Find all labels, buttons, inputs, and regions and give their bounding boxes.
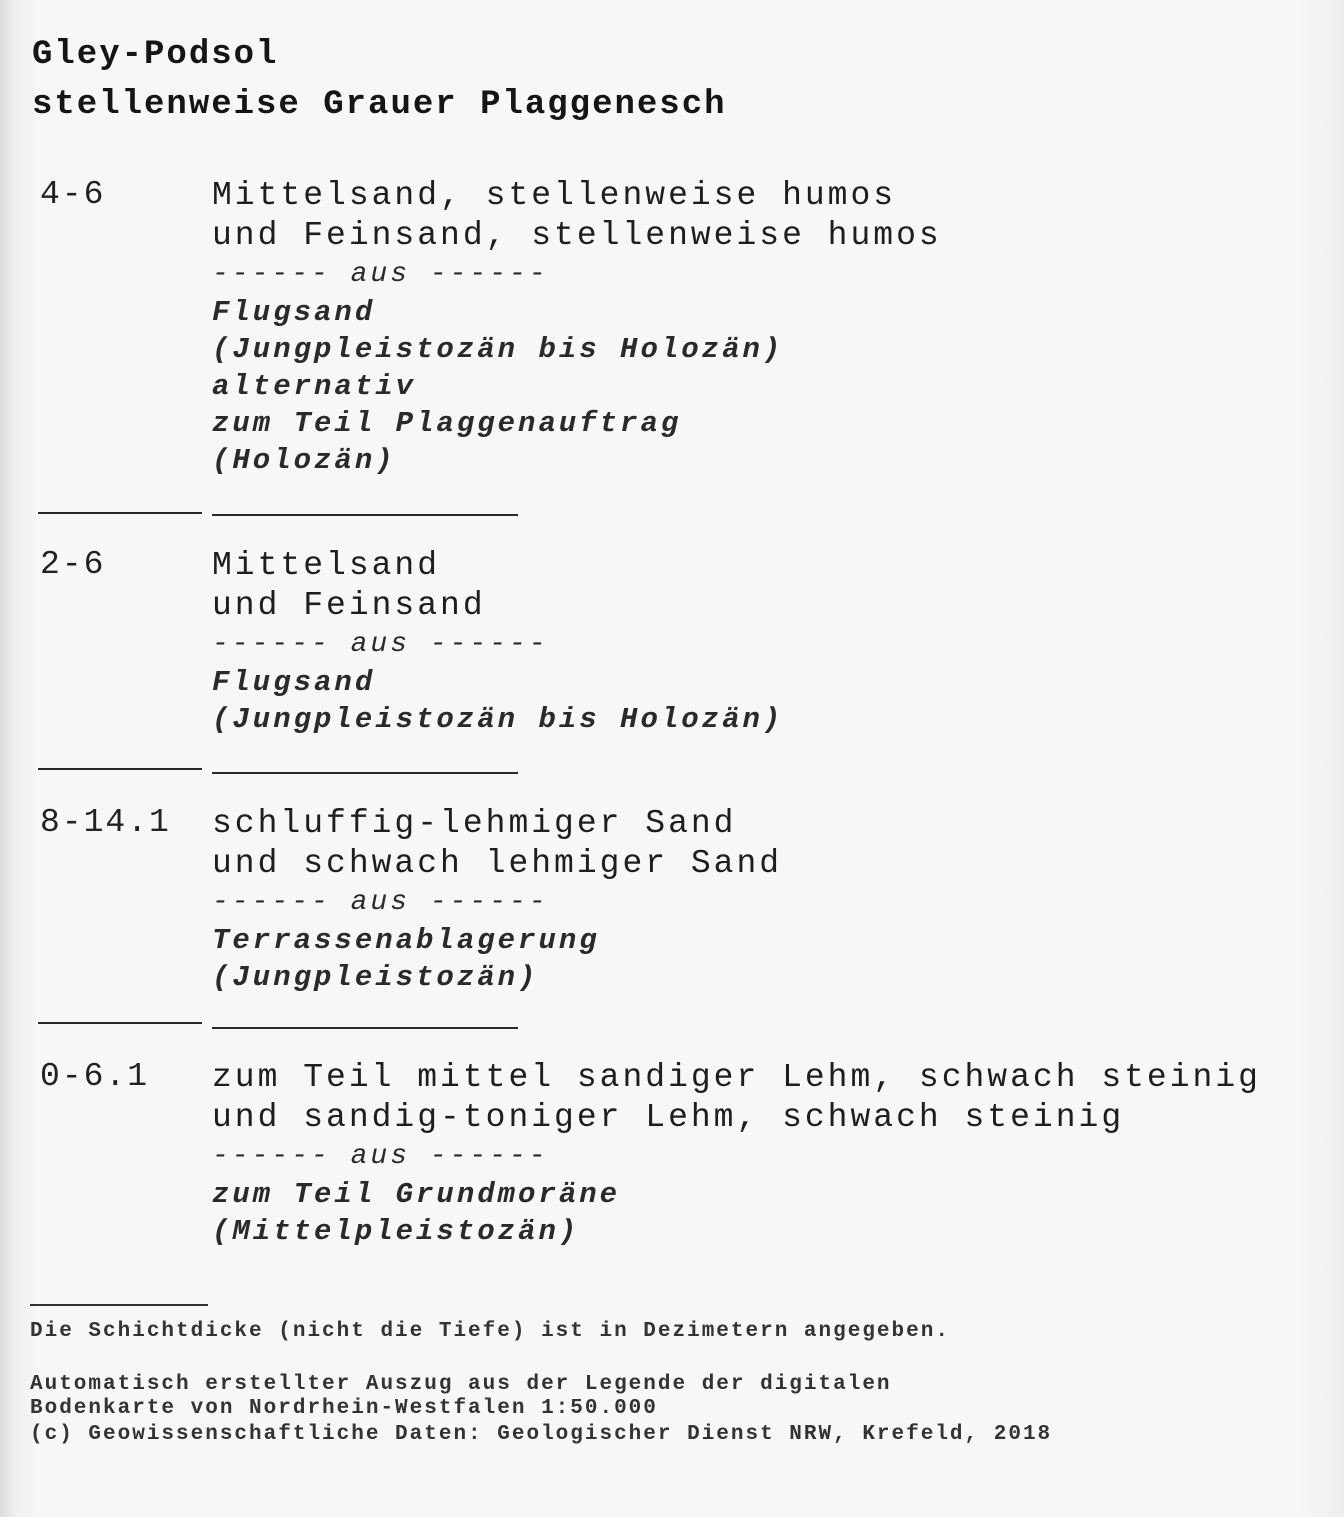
layer-divider-left: [38, 512, 202, 514]
soil-texture-line: schluffig-lehmiger Sand: [212, 805, 737, 842]
parent-material-line: alternativ: [212, 370, 417, 403]
soil-texture-line: Mittelsand, stellenweise humos: [212, 177, 897, 214]
layer-description: [212, 546, 783, 738]
layer-divider-right: [212, 772, 518, 774]
layer-divider-right: [212, 1027, 518, 1029]
soil-type-subtitle: stellenweise Grauer Plaggenesch: [32, 86, 727, 124]
aus-separator: ------ aus ------: [212, 629, 549, 660]
footnote-divider: [30, 1304, 208, 1306]
layer-thickness: 8-14.1: [40, 804, 171, 841]
source-note-line: Bodenkarte von Nordrhein-Westfalen 1:50.000: [30, 1397, 658, 1420]
layer-divider-left: [38, 768, 202, 770]
parent-material-line: zum Teil Grundmoräne: [212, 1178, 621, 1211]
aus-separator: ------ aus ------: [212, 259, 549, 290]
thickness-footnote: Die Schichtdicke (nicht die Tiefe) ist in Dezimetern angegeben.: [30, 1320, 950, 1343]
layer-thickness: 0-6.1: [40, 1058, 150, 1095]
layer-divider-left: [38, 1022, 202, 1024]
soil-texture-line: und Feinsand, stellenweise humos: [212, 217, 942, 254]
soil-texture-line: und sandig-toniger Lehm, schwach steinig: [212, 1099, 1125, 1136]
parent-material-line: (Jungpleistozän bis Holozän): [212, 703, 784, 736]
parent-material-line: Flugsand: [212, 666, 376, 699]
parent-material-line: Terrassenablagerung: [212, 924, 600, 957]
aus-separator: ------ aus ------: [212, 1141, 549, 1172]
soil-texture-line: und schwach lehmiger Sand: [212, 845, 783, 882]
soil-texture-line: zum Teil mittel sandiger Lehm, schwach steinig: [212, 1059, 1261, 1096]
layer-description: [212, 1058, 1261, 1250]
aus-separator: ------ aus ------: [212, 887, 549, 918]
parent-material-line: (Jungpleistozän): [212, 961, 539, 994]
layer-divider-right: [212, 514, 518, 516]
parent-material-line: Flugsand: [212, 296, 376, 329]
soil-texture-line: Mittelsand: [212, 547, 441, 584]
layer-description: [212, 176, 942, 479]
parent-material-line: (Holozän): [212, 444, 396, 477]
source-note-line: Automatisch erstellter Auszug aus der Legende der digitalen: [30, 1373, 892, 1396]
parent-material-line: (Mittelpleistozän): [212, 1215, 580, 1248]
layer-thickness: 4-6: [40, 176, 106, 213]
soil-texture-line: und Feinsand: [212, 587, 486, 624]
parent-material-line: (Jungpleistozän bis Holozän): [212, 333, 784, 366]
parent-material-line: zum Teil Plaggenauftrag: [212, 407, 682, 440]
layer-thickness: 2-6: [40, 546, 106, 583]
soil-type-title: Gley-Podsol: [32, 36, 279, 74]
copyright-note: (c) Geowissenschaftliche Daten: Geologischer Dienst NRW, Krefeld, 2018: [30, 1423, 1053, 1446]
layer-description: [212, 804, 782, 996]
